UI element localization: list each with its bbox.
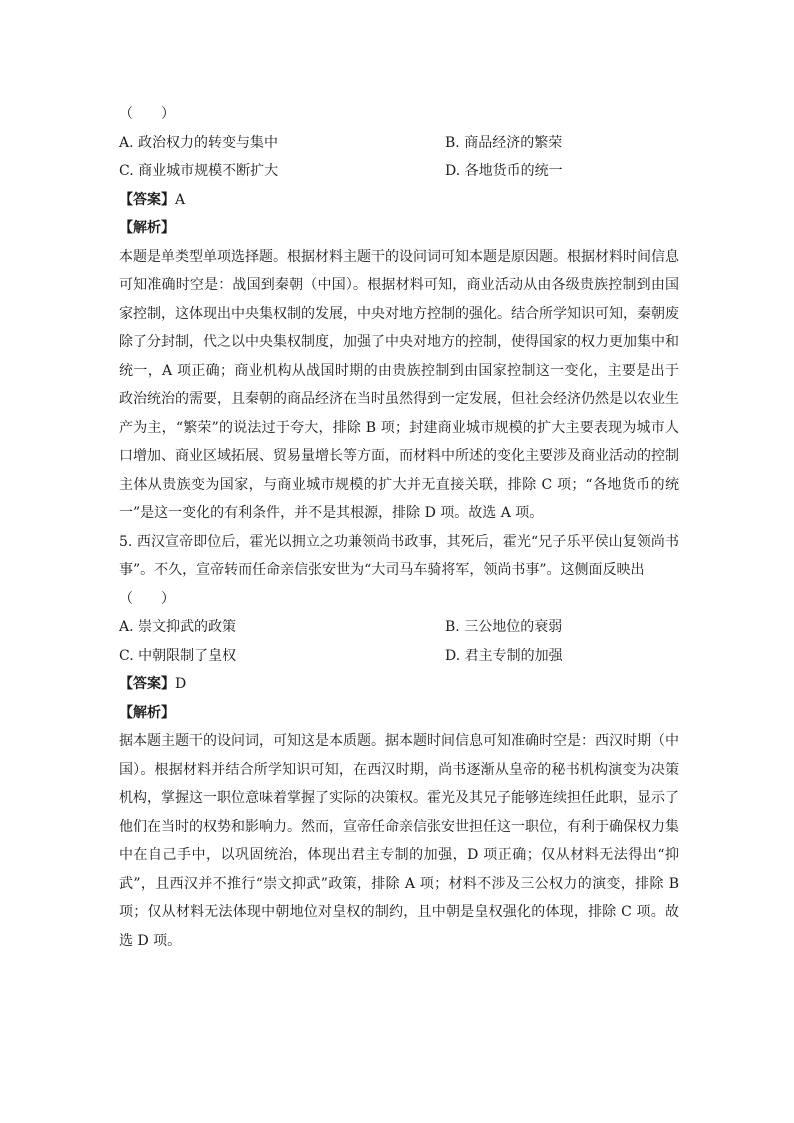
- q5-answer: [119, 670, 679, 699]
- q5-option-b: B. 三公地位的衰弱: [445, 619, 563, 635]
- q5-answer-value: D: [175, 676, 187, 692]
- q5-options-row-2: [119, 642, 679, 671]
- q4-option-d: D. 各地货币的统一: [445, 163, 563, 179]
- q4-stem-tail: （ ）: [119, 106, 175, 122]
- q5-analysis-text: 据本题主题干的设问词，可知这是本质题。据本题时间信息可知准确时空是：西汉时期（中国）。根据材料并结合所学知识可知，在西汉时期，尚书逐渐从皇帝的秘书机构演变为决策机构，掌握这一职位意味着掌握了实际的决策权。霍光及其兄子能够连续担任此职，显示了他们在当时的权势和影响力。然而，宣帝任命亲信张安世担任这一职位，有利于确保权力集中在自己手中，以巩固统治，体现出君主专制的加强，D 项正确；仅从材料无法得出“抑武”，且西汉并不推行“崇文抑武”政策，排除 A 项；材料不涉及三公权力的演变，排除 B 项；仅从材料无法体现中朝地位对皇权的制约，且中朝是皇权强化的体现，排除 C 项。故选 D 项。: [119, 733, 679, 949]
- q5-answer-label: 【答案】: [119, 676, 175, 692]
- q5-option-d: D. 君主专制的加强: [445, 647, 563, 664]
- q5-analysis-label: 【解析】: [119, 704, 175, 721]
- q5-option-c: C. 中朝限制了皇权: [119, 647, 237, 664]
- q4-analysis-label: 【解析】: [119, 220, 175, 236]
- q4-options-row-1: [119, 129, 679, 158]
- q4-answer: [119, 186, 679, 215]
- q4-answer-label: 【答案】: [119, 191, 175, 208]
- q4-options-row-2: [119, 157, 679, 186]
- q5-stem: 5. 西汉宣帝即位后，霍光以拥立之功兼领尚书政事，其死后，霍光“兄子乐平侯山复领尚书事”。不久，宣帝转而任命亲信张安世为“大司马车骑将军，领尚书事”。这侧面反映出: [119, 533, 679, 578]
- q4-answer-value: A: [175, 191, 186, 208]
- page-content: [119, 100, 679, 955]
- q4-analysis-text: 本题是单类型单项选择题。根据材料主题干的设问词可知本题是原因题。根据材料时间信息可知准确时空是：战国到秦朝（中国）。根据材料可知，商业活动从由各级贵族控制到由国家控制，这体现出中央集权制的发展，中央对地方控制的强化。结合所学知识可知，秦朝废除了分封制，代之以中央集权制度，加强了中央对地方的控制，使得国家的权力更加集中和统一，A 项正确；商业机构从战国时期的由贵族控制到由国家控制这一变化，主要是出于政治统治的需要，且秦朝的商品经济在当时虽然得到一定发展，但社会经济仍然是以农业生产为主，“繁荣”的说法过于夸大，排除 B 项；封建商业城市规模的扩大主要表现为城市人口增加、商业区域拓展、贸易量增长等方面，而材料中所述的变化主要涉及商业活动的控制主体从贵族变为国家，与商业城市规模的扩大并无直接关联，排除 C 项；“各地货币的统一”是这一变化的有利条件，并不是其根源，排除 D 项。故选 A 项。: [119, 248, 679, 521]
- q4-option-a: A. 政治权力的转变与集中: [119, 134, 279, 151]
- q4-option-b: B. 商品经济的繁荣: [445, 134, 563, 151]
- q5-option-a: A. 崇文抑武的政策: [119, 619, 237, 635]
- q5-stem-tail: （ ）: [119, 590, 175, 607]
- q5-options-row-1: [119, 613, 679, 642]
- q4-option-c: C. 商业城市规模不断扩大: [119, 163, 279, 179]
